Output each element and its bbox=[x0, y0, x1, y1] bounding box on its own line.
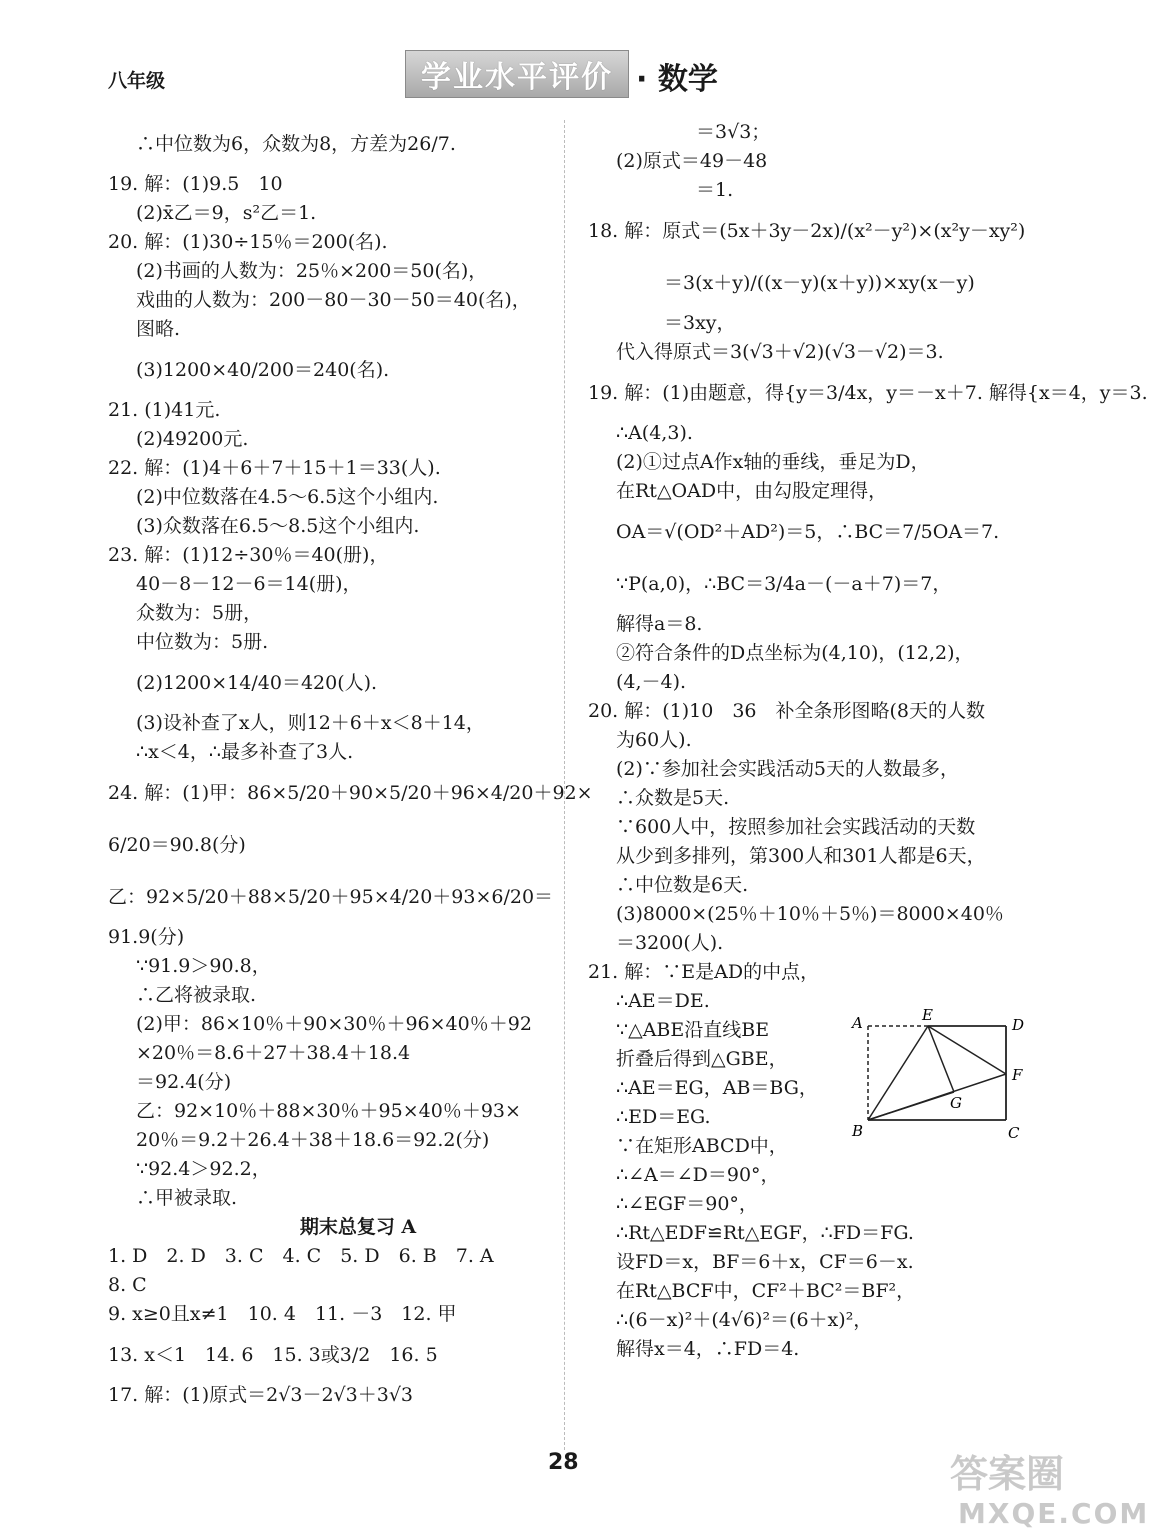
segment-ef bbox=[928, 1026, 1006, 1074]
text-line: ∴众数是5天. bbox=[616, 787, 730, 809]
text-line: (2)①过点A作x轴的垂线，垂足为D， bbox=[616, 451, 930, 473]
text-line: 17. 解：(1)原式＝2√3－2√3＋3√3 bbox=[108, 1384, 414, 1406]
text-line: (4,－4). bbox=[616, 671, 687, 693]
text-line: ∴A(4,3). bbox=[616, 422, 693, 444]
text-line: 1. D 2. D 3. C 4. C 5. D 6. B 7. A bbox=[108, 1245, 494, 1267]
text-line: ∵在矩形ABCD中， bbox=[616, 1135, 788, 1157]
text-line: (2)1200×14/40＝420(人). bbox=[136, 672, 378, 694]
text-line: 13. x＜1 14. 6 15. 3或3/2 16. 5 bbox=[108, 1344, 438, 1366]
grade-label: 八年级 bbox=[108, 70, 166, 92]
text-line: 24. 解：(1)甲：86×5/20＋90×5/20＋96×4/20＋92× bbox=[108, 782, 593, 804]
text-line: 众数为：5册， bbox=[136, 602, 263, 624]
text-line: (2)49200元. bbox=[136, 428, 249, 450]
text-line: 戏曲的人数为：200－80－30－50＝40(名)， bbox=[136, 289, 531, 311]
text-line: (3)众数落在6.5～8.5这个小组内. bbox=[136, 515, 420, 537]
text-line: 40－8－12－6＝14(册)， bbox=[136, 573, 362, 595]
text-line: ∵△ABE沿直线BE bbox=[616, 1019, 770, 1041]
right-column bbox=[588, 118, 1148, 1364]
text-line: ∵91.9＞90.8， bbox=[136, 955, 271, 977]
text-line: 代入得原式＝3(√3＋√2)(√3－√2)＝3. bbox=[616, 341, 944, 363]
text-line: 20. 解：(1)10 36 补全条形图略(8天的人数 bbox=[588, 700, 986, 722]
watermark-logo: 答案圈 bbox=[950, 1452, 1065, 1496]
text-line: 18. 解：原式＝(5x＋3y－2x)/(x²－y²)×(x²y－xy²) bbox=[588, 220, 1026, 242]
text-line: (3)8000×(25％＋10％＋5％)＝8000×40％ bbox=[616, 903, 1004, 925]
rectangle-fold-figure bbox=[848, 1008, 1038, 1143]
subject-label: · 数学 bbox=[636, 62, 718, 97]
text-line: ＝3(x＋y)/((x－y)(x＋y))×xy(x－y) bbox=[664, 272, 975, 294]
text-line: ∴∠EGF＝90°， bbox=[616, 1193, 758, 1215]
text-line: 图略. bbox=[136, 318, 181, 340]
text-line: 乙：92×5/20＋88×5/20＋95×4/20＋93×6/20＝ bbox=[108, 886, 554, 908]
text-line: (2)中位数落在4.5～6.5这个小组内. bbox=[136, 486, 439, 508]
text-line: 解得a＝8. bbox=[616, 613, 703, 635]
text-line: 20. 解：(1)30÷15％＝200(名). bbox=[108, 231, 388, 253]
section-title: 期末总复习 A bbox=[299, 1216, 417, 1238]
text-line: 22. 解：(1)4＋6＋7＋15＋1＝33(人). bbox=[108, 457, 441, 479]
text-line: ∴∠A＝∠D＝90°， bbox=[616, 1164, 780, 1186]
text-line: ∴x＜4，∴最多补查了3人. bbox=[136, 741, 354, 763]
label-b: B bbox=[852, 1122, 864, 1140]
text-line: ＝3200(人). bbox=[616, 932, 724, 954]
book-title-banner: 学业水平评价 bbox=[405, 50, 629, 98]
text-line: ＝92.4(分) bbox=[136, 1071, 232, 1093]
text-line: ＝3xy， bbox=[664, 312, 736, 334]
text-line: (3)设补查了x人，则12＋6＋x＜8＋14， bbox=[136, 712, 485, 734]
text-line: 折叠后得到△GBE， bbox=[616, 1048, 788, 1070]
text-line: 中位数为：5册. bbox=[136, 631, 269, 653]
text-line: 9. x≥0且x≠1 10. 4 11. －3 12. 甲 bbox=[108, 1303, 457, 1325]
text-line: 为60人). bbox=[616, 729, 692, 751]
text-line: (2)原式＝49－48 bbox=[616, 150, 768, 172]
text-line: 乙：92×10％＋88×30％＋95×40％＋93× bbox=[136, 1100, 521, 1122]
text-line: ②符合条件的D点坐标为(4,10)，(12,2)， bbox=[616, 642, 974, 664]
text-line: (2)甲：86×10％＋90×30％＋96×40％＋92 bbox=[136, 1013, 532, 1035]
text-line: ∴Rt△EDF≌Rt△EGF，∴FD＝FG. bbox=[616, 1222, 914, 1244]
segment-be bbox=[868, 1026, 928, 1120]
label-g: G bbox=[950, 1094, 962, 1112]
text-line: 23. 解：(1)12÷30％＝40(册)， bbox=[108, 544, 389, 566]
label-d: D bbox=[1012, 1016, 1025, 1034]
left-column bbox=[108, 118, 593, 1410]
text-line: 设FD＝x，BF＝6＋x，CF＝6－x. bbox=[616, 1251, 914, 1273]
text-line: ＝3√3； bbox=[696, 121, 771, 143]
segment-bf bbox=[868, 1074, 1006, 1120]
text-line: (3)1200×40/200＝240(名). bbox=[136, 359, 390, 381]
text-line: ∴(6－x)²＋(4√6)²＝(6＋x)²， bbox=[616, 1309, 873, 1331]
text-line: ∴ED＝EG. bbox=[616, 1106, 711, 1128]
text-line: ×20％＝8.6＋27＋38.4＋18.4 bbox=[136, 1042, 411, 1064]
label-e: E bbox=[922, 1006, 933, 1024]
page-number: 28 bbox=[548, 1450, 579, 1475]
text-line: ∵92.4＞92.2， bbox=[136, 1158, 271, 1180]
text-line: 19. 解：(1)由题意，得{y＝3/4x，y＝－x＋7. 解得{x＝4，y＝3. bbox=[588, 382, 1148, 404]
text-line: (2)∵参加社会实践活动5天的人数最多， bbox=[616, 758, 960, 780]
segment-eg bbox=[928, 1026, 954, 1092]
text-line: ∵P(a,0)，∴BC＝3/4a－(－a＋7)＝7， bbox=[616, 573, 952, 595]
text-line: 从少到多排列，第300人和301人都是6天， bbox=[616, 845, 986, 867]
label-c: C bbox=[1008, 1124, 1020, 1142]
text-line: 21. 解：∵E是AD的中点， bbox=[588, 961, 820, 983]
label-a: A bbox=[852, 1014, 863, 1032]
text-line: 8. C bbox=[108, 1274, 147, 1296]
label-f: F bbox=[1012, 1066, 1023, 1084]
text-line: ∴AE＝EG，AB＝BG， bbox=[616, 1077, 818, 1099]
text-line: 21. (1)41元. bbox=[108, 399, 221, 421]
text-line: ∴中位数为6，众数为8，方差为26/7. bbox=[136, 133, 456, 155]
text-line: ＝1. bbox=[696, 179, 734, 201]
text-line: 6/20＝90.8(分) bbox=[108, 834, 246, 856]
text-line: 91.9(分) bbox=[108, 926, 185, 948]
text-line: ∴中位数是6天. bbox=[616, 874, 749, 896]
text-line: (2)书画的人数为：25％×200＝50(名)， bbox=[136, 260, 488, 282]
text-line: ∴乙将被录取. bbox=[136, 984, 257, 1006]
text-line: OA＝√(OD²＋AD²)＝5，∴BC＝7/5OA＝7. bbox=[616, 521, 1000, 543]
text-line: 在Rt△BCF中，CF²＋BC²＝BF²， bbox=[616, 1280, 916, 1302]
text-line: (2)x̄乙＝9，s²乙＝1. bbox=[136, 202, 317, 224]
text-line: 20％＝9.2＋26.4＋38＋18.6＝92.2(分) bbox=[136, 1129, 490, 1151]
text-line: 在Rt△OAD中，由勾股定理得， bbox=[616, 480, 888, 502]
text-line: 解得x＝4，∴FD＝4. bbox=[616, 1338, 800, 1360]
text-line: 19. 解：(1)9.5 10 bbox=[108, 173, 283, 195]
text-line: ∵600人中，按照参加社会实践活动的天数 bbox=[616, 816, 976, 838]
text-line: ∴AE＝DE. bbox=[616, 990, 710, 1012]
text-line: ∴甲被录取. bbox=[136, 1187, 238, 1209]
watermark-url: MXQE.COM bbox=[958, 1497, 1149, 1530]
